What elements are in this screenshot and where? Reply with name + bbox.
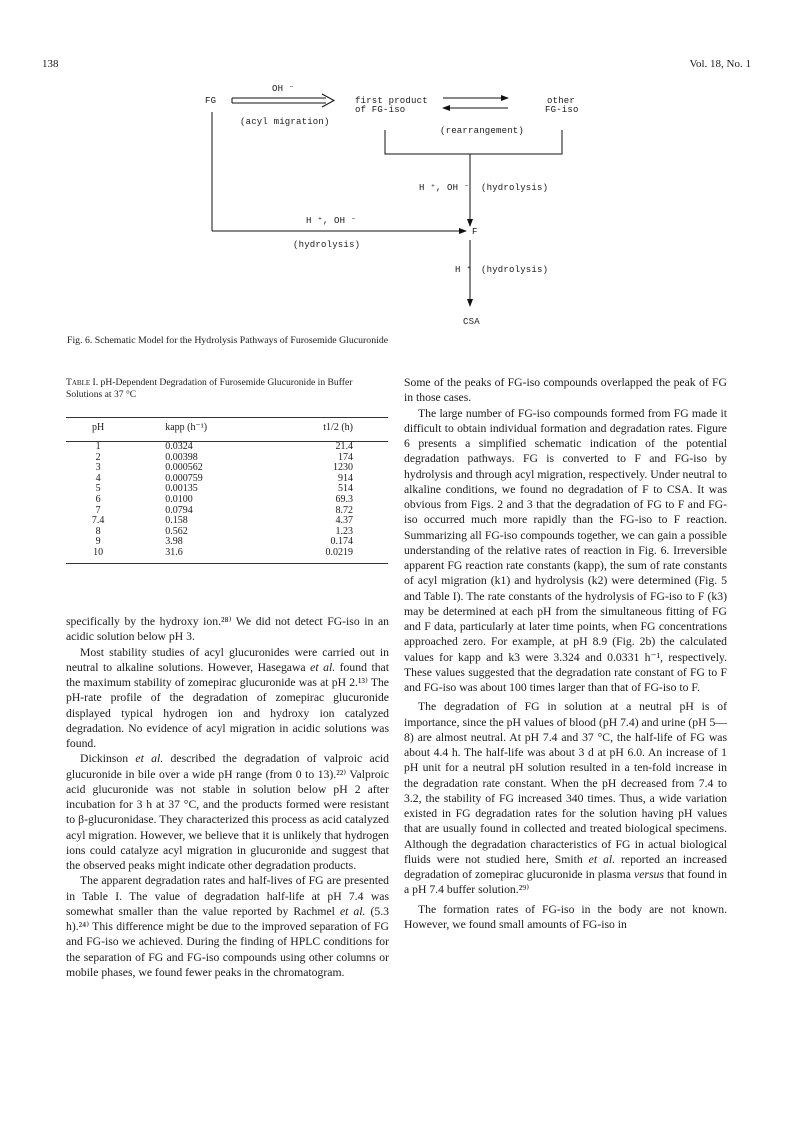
cell-half-life: 174 <box>338 451 353 463</box>
cell-half-life: 514 <box>338 483 353 495</box>
text-run: reported an increased degradation of zomepirac glucuronide in plasma <box>404 852 728 881</box>
table-header-row <box>66 418 388 442</box>
paragraph: Some of the peaks of FG-iso compounds overlapped the peak of FG in those cases. <box>404 376 727 405</box>
cell-half-life: 1230 <box>333 462 353 474</box>
text-run: versus <box>634 868 664 881</box>
hydrolysis-label: (hydrolysis) <box>481 183 549 193</box>
table-row <box>66 495 388 506</box>
text-run: et al. <box>135 752 164 766</box>
text-run: that found in a pH 7.4 buffer solution.²⁹⁾ <box>404 868 728 897</box>
fg-node: FG <box>205 96 217 106</box>
cell-ph: 2 <box>95 451 101 463</box>
table-title: pH-Dependent Degradation of Furosemide Glucuronide in Buffer Solutions at 37 °C <box>66 377 353 400</box>
cell-kapp: 0.0100 <box>165 493 193 505</box>
col-header-kapp: kapp (h⁻¹) <box>130 418 261 442</box>
text-run: found that the maximum stability of zomepirac glucuronide was at pH 2.¹³⁾ The pH-rate profile of the degradation of zomepirac glucuronide displayed typical hydrogen ion and hydroxy ion catalyzed degradation. No evidence of acyl migration in acidic solutions was found. <box>66 660 389 750</box>
paragraph: The large number of FG-iso compounds formed from FG made it difficult to obtain individual formation and degradation rates. Figure 6 presents a simplified schematic indication of the potential degradation pathways. FG is converted to F and FG-iso by hydrolysis and through acyl migration, respectively. Under neutral to alkaline conditions, we found no degradation of F to CSA. It was obvious from Figs. 2 and 3 that the degradation of FG to F and FG-iso occurred much more rapidly than the FG-iso to F reaction. Summarizing all FG-iso compounds together, we can gain a possible understanding of the relative rates of reaction in Fig. 6. Irreversible apparent FG reaction rate constants (kapp), the sum of rate constants of acyl migration (k1) and hydrolysis (k2) were determined (Fig. 5 and Table I). The rate constants of the hydrolysis of FG-iso to F (k3) may be determined at each pH from the simultaneous fitting of FG and F data, particularly at later time points, when FG concentrations approached zero. For example, at pH 8.9 (Fig. 2b) the calculated values for kapp and k3 were 3.324 and 0.0331 h⁻¹, respectively. These values suggested that the degradation rate constant of FG to F and FG-iso was about 100 times larger than that of FG-iso to F. <box>404 406 727 694</box>
cell-kapp: 31.6 <box>130 548 261 563</box>
cell-kapp: 0.562 <box>165 525 188 537</box>
paragraph <box>66 873 389 980</box>
rearrangement-equilibrium-arrows <box>443 98 508 108</box>
hydrolysis-label-3: (hydrolysis) <box>481 265 549 275</box>
h-oh-label: H ⁺, OH ⁻ <box>419 183 470 193</box>
rearrangement-label: (rearrangement) <box>440 126 525 136</box>
f-node: F <box>472 227 478 237</box>
paragraph <box>404 699 727 897</box>
cell-half-life: 8.72 <box>335 504 353 516</box>
cell-ph: 3 <box>95 462 101 474</box>
cell-kapp: 0.000562 <box>165 462 203 474</box>
cell-kapp: 0.000759 <box>165 472 203 484</box>
cell-kapp: 3.98 <box>165 536 183 548</box>
cell-half-life: 69.3 <box>335 493 353 505</box>
cell-kapp: 0.00398 <box>165 451 198 463</box>
col-header-half-life: t1/2 (h) <box>262 418 388 442</box>
csa-node: CSA <box>463 317 480 327</box>
first-product-label: first product <box>355 96 428 106</box>
text-run: et al. <box>588 852 616 866</box>
other-fg-iso-label-2: FG-iso <box>545 105 579 115</box>
text-run: Dickinson <box>80 752 136 766</box>
oh-label: OH ⁻ <box>272 84 295 94</box>
cell-half-life: 1.23 <box>335 525 353 537</box>
h-oh-label-2: H ⁺, OH ⁻ <box>306 216 357 226</box>
text-run: The degradation of FG in solution at a neutral pH is of importance, since the pH values of blood (pH 7.4) and urine (pH 5—8) are almost neutral. At pH 7.4 and 37 °C, the half-life of FG was about 4.4 h. The half-life was about 3 d at pH 6.0. An increase of 1 pH unit for a neutral pH solution resulted in a ten-fold increase in the degradation rate constant. When the pH decreased from 7.4 to 3.2, the stability of FG increased 340 times. Thus, a wide variation existed in FG degradation rates for the solution having pH values that are usually found in collected and treated biological specimens. Although the degradation characteristics of FG in actual biological fluids were not studied here, Smith <box>404 700 727 866</box>
table-row <box>66 548 388 563</box>
text-run: et al. <box>310 660 336 674</box>
fg-to-f-arrow <box>212 112 466 231</box>
left-column <box>66 614 389 980</box>
paragraph <box>66 645 389 752</box>
h-plus-label: H ⁺ <box>455 265 472 275</box>
cell-half-life: 0.174 <box>330 536 353 548</box>
cell-ph: 7 <box>95 504 101 516</box>
first-product-label-2: of FG-iso <box>355 105 406 115</box>
cell-kapp: 0.0324 <box>165 441 193 452</box>
cell-ph: 4 <box>95 472 101 484</box>
cell-half-life: 21.4 <box>335 441 353 452</box>
degradation-table <box>66 417 388 564</box>
journal-volume: Vol. 18, No. 1 <box>689 58 751 70</box>
hydrolysis-label-2: (hydrolysis) <box>293 240 361 250</box>
text-run: (5.3 h).²⁴⁾ This difference might be due to the improved separation of FG and FG-iso we achieved. During the finding of HPLC conditions for the separation of FG and FG-iso compounds using other columns or mobile phases, we found fewer peaks in the chromatogram. <box>66 904 389 979</box>
cell-kapp: 0.0794 <box>165 504 193 516</box>
text-run: The apparent degradation rates and half-lives of FG are presented in Table I. The value of degradation half-life at pH 7.4 was somewhat smaller than the value reported by Rachmel <box>66 874 389 918</box>
cell-half-life: 914 <box>338 472 353 484</box>
cell-ph: 7.4 <box>91 515 105 527</box>
other-fg-iso-label: other <box>547 96 576 106</box>
cell-half-life: 4.37 <box>335 515 353 527</box>
paragraph <box>66 751 389 873</box>
text-run: Most stability studies of acyl glucuronides were carried out in neutral to alkaline solutions. However, Hasegawa <box>66 645 389 674</box>
cell-half-life: 0.0219 <box>262 548 388 563</box>
paragraph: specifically by the hydroxy ion.²⁸⁾ We did not detect FG-iso in an acidic solution below pH 3. <box>66 615 389 644</box>
figure-caption: Fig. 6. Schematic Model for the Hydrolysis Pathways of Furosemide Glucuronide <box>67 335 389 346</box>
cell-ph: 10 <box>66 548 130 563</box>
cell-kapp: 0.00135 <box>165 483 198 495</box>
cell-ph: 9 <box>95 536 101 548</box>
page-number: 138 <box>42 58 59 70</box>
cell-ph: 1 <box>95 441 101 452</box>
acyl-migration-arrow <box>232 94 334 107</box>
text-run: et al. <box>339 904 366 918</box>
table-label: Table I. <box>66 377 99 388</box>
text-run: described the degradation of valproic acid glucuronide in bile over a wide pH range (from 0 to 13).²²⁾ Valproic acid glucuronide was not stable in solution below pH 2 after incubation for 3 h at 37 °C, and the products formed were resistant to β-glucuronidase. They characterized this process as acid catalyzed acyl migration. However, we believe that it is unlikely that hydrogen ions could catalyze acyl migration in glucuronide and suggest that the observed peaks might indicate other degradation products. <box>66 752 389 872</box>
cell-kapp: 0.158 <box>165 515 188 527</box>
col-header-ph: pH <box>66 418 130 442</box>
hydrolysis-pathway-diagram <box>0 0 793 330</box>
acyl-migration-label: (acyl migration) <box>240 117 330 127</box>
cell-ph: 8 <box>95 525 101 537</box>
paragraph: The formation rates of FG-iso in the body are not known. However, we found small amounts of FG-iso in <box>404 902 727 931</box>
table-caption <box>66 377 386 401</box>
cell-ph: 6 <box>95 493 101 505</box>
cell-ph: 5 <box>95 483 101 495</box>
right-column <box>404 375 727 932</box>
table-row <box>66 442 388 453</box>
